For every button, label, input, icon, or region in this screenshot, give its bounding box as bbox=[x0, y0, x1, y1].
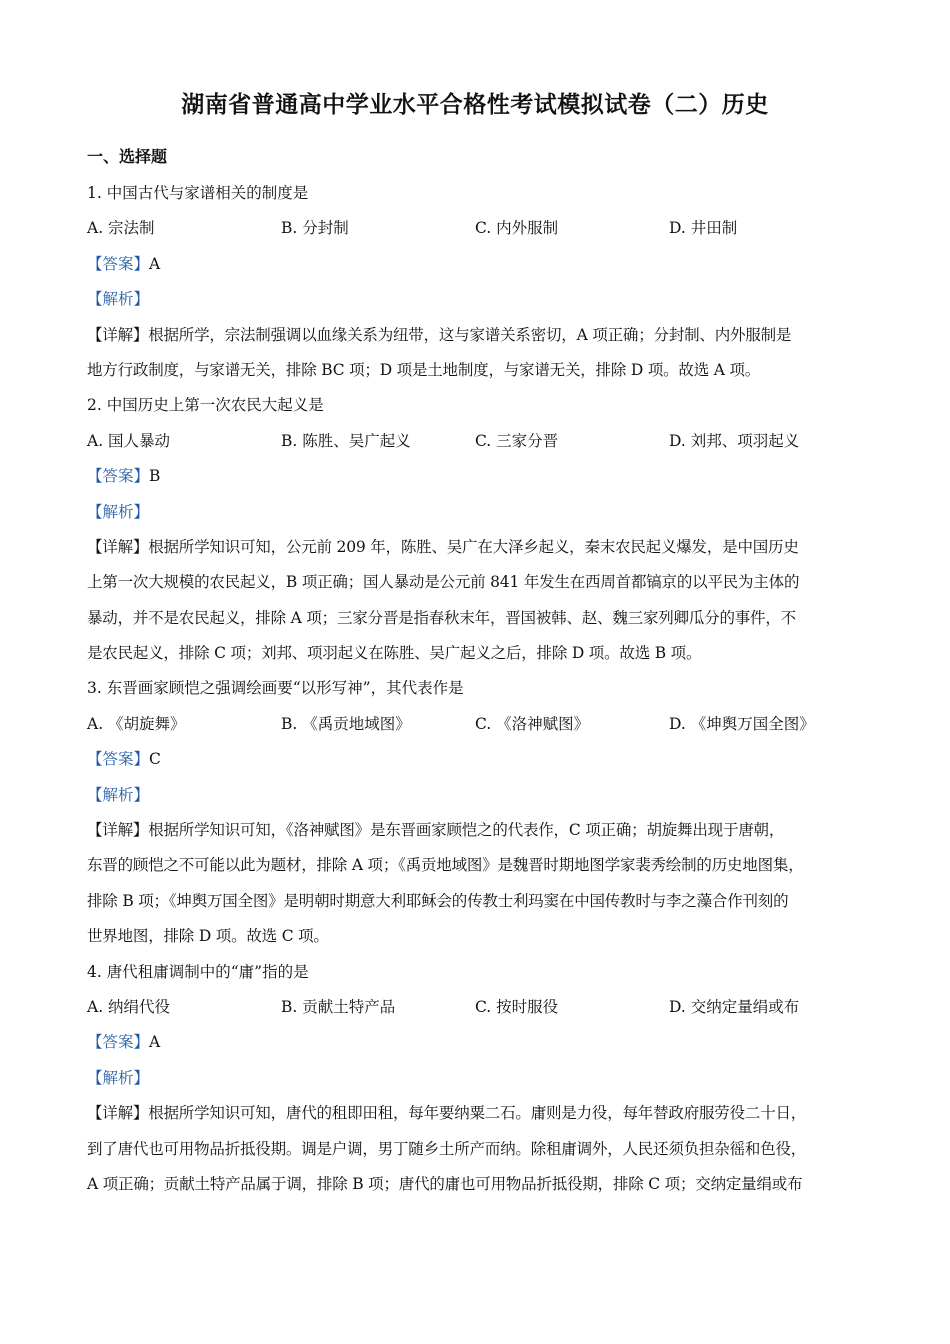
detail-line: 东晋的顾恺之不可能以此为题材，排除 A 项；《禹贡地域图》是魏晋时期地图学家裴秀绘制的历史地图集， bbox=[87, 856, 804, 875]
option-a: A. 宗法制 bbox=[87, 219, 155, 238]
detail-line: 世界地图，排除 D 项。故选 C 项。 bbox=[87, 927, 329, 946]
analysis-tag: 【解析】 bbox=[87, 502, 150, 521]
option-a: A. 纳绢代役 bbox=[87, 997, 171, 1016]
detail-line: 地方行政制度，与家谱无关，排除 BC 项；D 项是土地制度，与家谱无关，排除 D 项。故选 A 项。 bbox=[87, 360, 761, 379]
option-a: A. 国人暴动 bbox=[87, 431, 171, 450]
answer-value: A bbox=[149, 1033, 161, 1052]
detail-paragraph bbox=[87, 813, 877, 955]
section-heading: 一、选择题 bbox=[87, 147, 168, 166]
answer-line bbox=[87, 459, 877, 494]
answer-value: A bbox=[149, 254, 161, 273]
answer-line bbox=[87, 1025, 877, 1060]
option-c: C. 内外服制 bbox=[475, 219, 559, 238]
detail-line: 是农民起义，排除 C 项；刘邦、项羽起义在陈胜、吴广起义之后，排除 D 项。故选 B 项。 bbox=[87, 644, 702, 663]
detail-line: 暴动，并不是农民起义，排除 A 项；三家分晋是指春秋末年，晋国被韩、赵、魏三家列卿瓜分的事件，不 bbox=[87, 608, 796, 627]
page-title: 湖南省普通高中学业水平合格性考试模拟试卷（二）历史 bbox=[181, 91, 769, 118]
question-1 bbox=[87, 176, 877, 388]
option-c: C. 按时服役 bbox=[475, 997, 559, 1016]
detail-line: 到了唐代也可用物品折抵役期。调是户调，男丁随乡土所产而纳。除租庸调外，人民还须负担杂徭和色役， bbox=[87, 1139, 807, 1158]
detail-tag: 【详解】 bbox=[87, 537, 149, 556]
detail-line: 【详解】根据所学知识可知，公元前 209 年，陈胜、吴广在大泽乡起义，秦末农民起义爆发，是中国历史 bbox=[87, 537, 799, 556]
question-2 bbox=[87, 388, 877, 671]
detail-line: 【详解】根据所学知识可知，唐代的租即田租，每年要纳粟二石。庸则是力役，每年替政府服劳役二十日， bbox=[87, 1104, 807, 1123]
option-d: D. 井田制 bbox=[669, 219, 738, 238]
options-row bbox=[87, 990, 877, 1025]
analysis-tag: 【解析】 bbox=[87, 785, 150, 804]
detail-line: 【详解】根据所学知识可知，《洛神赋图》是东晋画家顾恺之的代表作，C 项正确；胡旋舞出现于唐朝， bbox=[87, 821, 785, 840]
detail-tag: 【详解】 bbox=[87, 325, 149, 344]
option-d: D. 《坤舆万国全图》 bbox=[669, 714, 815, 733]
answer-tag: 【答案】 bbox=[87, 1033, 150, 1052]
answer-tag: 【答案】 bbox=[87, 750, 150, 769]
detail-paragraph bbox=[87, 318, 877, 389]
option-c: C. 《洛神赋图》 bbox=[475, 714, 590, 733]
options-row bbox=[87, 707, 877, 742]
detail-paragraph bbox=[87, 530, 877, 672]
answer-tag: 【答案】 bbox=[87, 254, 150, 273]
option-a: A. 《胡旋舞》 bbox=[87, 714, 186, 733]
detail-tag: 【详解】 bbox=[87, 821, 149, 840]
options-row bbox=[87, 424, 877, 459]
answer-value: C bbox=[149, 750, 161, 769]
question-4 bbox=[87, 955, 877, 1203]
question-stem: 1. 中国古代与家谱相关的制度是 bbox=[87, 184, 309, 202]
detail-line: A 项正确；贡献土特产品属于调，排除 B 项；唐代的庸也可用物品折抵役期，排除 C 项；交纳定量绢或布 bbox=[87, 1174, 803, 1193]
question-stem: 2. 中国历史上第一次农民大起义是 bbox=[87, 396, 324, 415]
analysis-tag: 【解析】 bbox=[87, 1068, 150, 1087]
option-d: D. 交纳定量绢或布 bbox=[669, 997, 800, 1016]
question-3 bbox=[87, 671, 877, 954]
detail-line: 上第一次大规模的农民起义，B 项正确；国人暴动是公元前 841 年发生在西周首都镐京的以平民为主体的 bbox=[87, 573, 800, 592]
option-c: C. 三家分晋 bbox=[475, 431, 559, 450]
question-stem: 4. 唐代租庸调制中的“庸”指的是 bbox=[87, 962, 309, 981]
option-b: B. 陈胜、吴广起义 bbox=[281, 431, 411, 450]
questions-content bbox=[87, 176, 877, 1202]
detail-line: 排除 B 项；《坤舆万国全图》是明朝时期意大利耶稣会的传教士利玛窦在中国传教时与李之藻合作刊刻的 bbox=[87, 891, 789, 910]
answer-line bbox=[87, 742, 877, 777]
detail-tag: 【详解】 bbox=[87, 1104, 149, 1123]
option-b: B. 分封制 bbox=[281, 219, 349, 238]
question-stem: 3. 东晋画家顾恺之强调绘画要“以形写神”，其代表作是 bbox=[87, 679, 464, 698]
detail-paragraph bbox=[87, 1096, 877, 1202]
analysis-tag: 【解析】 bbox=[87, 290, 150, 309]
answer-tag: 【答案】 bbox=[87, 467, 150, 486]
option-d: D. 刘邦、项羽起义 bbox=[669, 431, 800, 450]
option-b: B. 贡献土特产品 bbox=[281, 997, 396, 1016]
answer-line bbox=[87, 247, 877, 282]
detail-line: 【详解】根据所学，宗法制强调以血缘关系为纽带，这与家谱关系密切，A 项正确；分封制、内外服制是 bbox=[87, 325, 792, 344]
option-b: B. 《禹贡地域图》 bbox=[281, 714, 411, 733]
options-row bbox=[87, 211, 877, 246]
answer-value: B bbox=[149, 467, 161, 486]
